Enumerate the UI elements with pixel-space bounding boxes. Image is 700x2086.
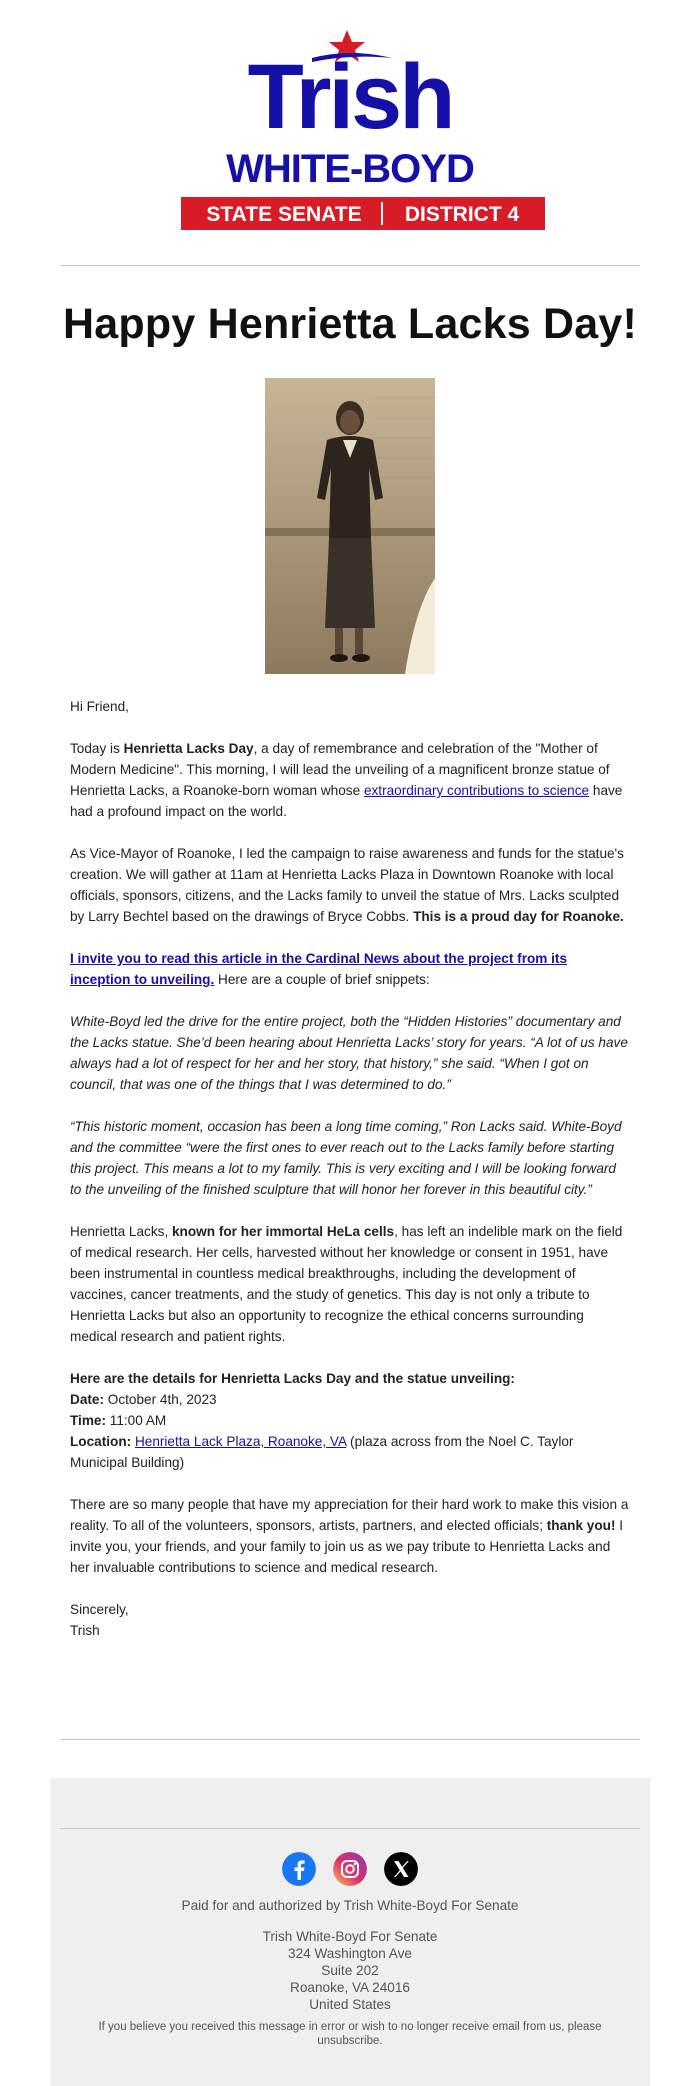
detail-location: Location: Henrietta Lack Plaza, Roanoke, VA (plaza across from the Noel C. Taylor Municipal Building) (70, 1434, 574, 1470)
logo-last-name: WHITE-BOYD (226, 147, 474, 191)
office-left-text: STATE SENATE (206, 203, 362, 226)
details-heading: Here are the details for Henrietta Lacks Day and the statue unveiling: (70, 1371, 515, 1386)
facebook-icon[interactable] (282, 1852, 316, 1886)
paragraph-article: I invite you to read this article in the Cardinal News about the project from its inception to unveiling. Here are a couple of brief snippets: (70, 951, 568, 987)
detail-date: Date: October 4th, 2023 (70, 1392, 217, 1407)
contributions-link[interactable]: extraordinary contributions to science (363, 783, 590, 798)
logo-first-name: Trish (247, 46, 453, 148)
location-link[interactable]: Henrietta Lack Plaza, Roanoke, VA (134, 1434, 347, 1449)
signoff: Sincerely, Trish (70, 1602, 129, 1638)
body-divider (60, 1739, 640, 1740)
paragraph-intro: Today is Henrietta Lacks Day, a day of remembrance and celebration of the "Mother of Modern Medicine". This morning, I will lead the unveiling of a magnificent bronze statue of Henrietta Lacks, a Roanoke-born woman whose extraordinary contributions to science have had a profound impact on the world. (70, 741, 623, 819)
quote-one: White-Boyd led the drive for the entire project, both the “Hidden Histories” documentary and the Lacks statue. She’d been hearing about Henrietta Lacks’ story for years. “A lot of us have always had a lot of respect for her and her story, that history,” she said. “When I got on council, that was one of the things that I was determined to do.” (70, 1014, 628, 1092)
paragraph-campaign: As Vice-Mayor of Roanoke, I led the campaign to raise awareness and funds for the statue's creation. We will gather at 11am at Henrietta Lacks Plaza in Downtown Roanoke with local officials, sponsors, citizens, and the Lacks family to unveil the statue of Mrs. Lacks sculpted by Larry Bechtel based on the drawings of Bryce Cobbs. This is a proud day for Roanoke. (70, 846, 624, 924)
henrietta-lacks-photo (265, 378, 435, 674)
campaign-logo (0, 0, 700, 240)
page-title: Happy Henrietta Lacks Day! (63, 300, 637, 348)
cardinal-news-link[interactable]: I invite you to read this article in the Cardinal News about the project from its inception to unveiling. (70, 951, 568, 987)
footer-divider (60, 1828, 640, 1829)
instagram-icon[interactable] (333, 1852, 367, 1886)
mailing-address: Trish White-Boyd For Senate 324 Washington Ave Suite 202 Roanoke, VA 24016 United States (262, 1929, 438, 2012)
paid-for-notice: Paid for and authorized by Trish White-Boyd For Senate (181, 1898, 519, 1913)
detail-time: Time: 11:00 AM (70, 1413, 167, 1428)
email-body (70, 696, 630, 1662)
x-icon[interactable] (384, 1852, 418, 1886)
footer (50, 1778, 650, 2086)
office-divider (381, 202, 383, 225)
greeting: Hi Friend, (70, 699, 129, 714)
event-details (70, 1368, 630, 1473)
office-right-text: DISTRICT 4 (404, 203, 520, 226)
paragraph-hela: Henrietta Lacks, known for her immortal HeLa cells, has left an indelible mark on the field of medical research. Her cells, harvested without her knowledge or consent in 1951, have been instrumental in countless medical breakthroughs, including the development of vaccines, cancer treatments, and the study of genetics. This day is not only a tribute to Henrietta Lacks but also an opportunity to recognize the ethical concerns surrounding medical research and patient rights. (70, 1224, 623, 1344)
unsubscribe-notice[interactable]: If you believe you received this message in error or wish to no longer receive email from us, please unsubscribe. (98, 2021, 602, 2047)
paragraph-thanks: There are so many people that have my appreciation for their hard work to make this vision a reality. To all of the volunteers, sponsors, artists, partners, and elected officials; thank you! I invite you, your friends, and your family to join us as we pay tribute to Henrietta Lacks and her invaluable contributions to science and medical research. (70, 1497, 629, 1575)
header-divider (60, 265, 640, 266)
quote-two: “This historic moment, occasion has been a long time coming,” Ron Lacks said. White-Boyd and the committee “were the first ones to ever reach out to the Lacks family before starting this project. This means a lot to my family. This is very exciting and I will be looking forward to the unveiling of the finished sculpture that will honor her forever in this beautiful city.” (70, 1119, 622, 1197)
